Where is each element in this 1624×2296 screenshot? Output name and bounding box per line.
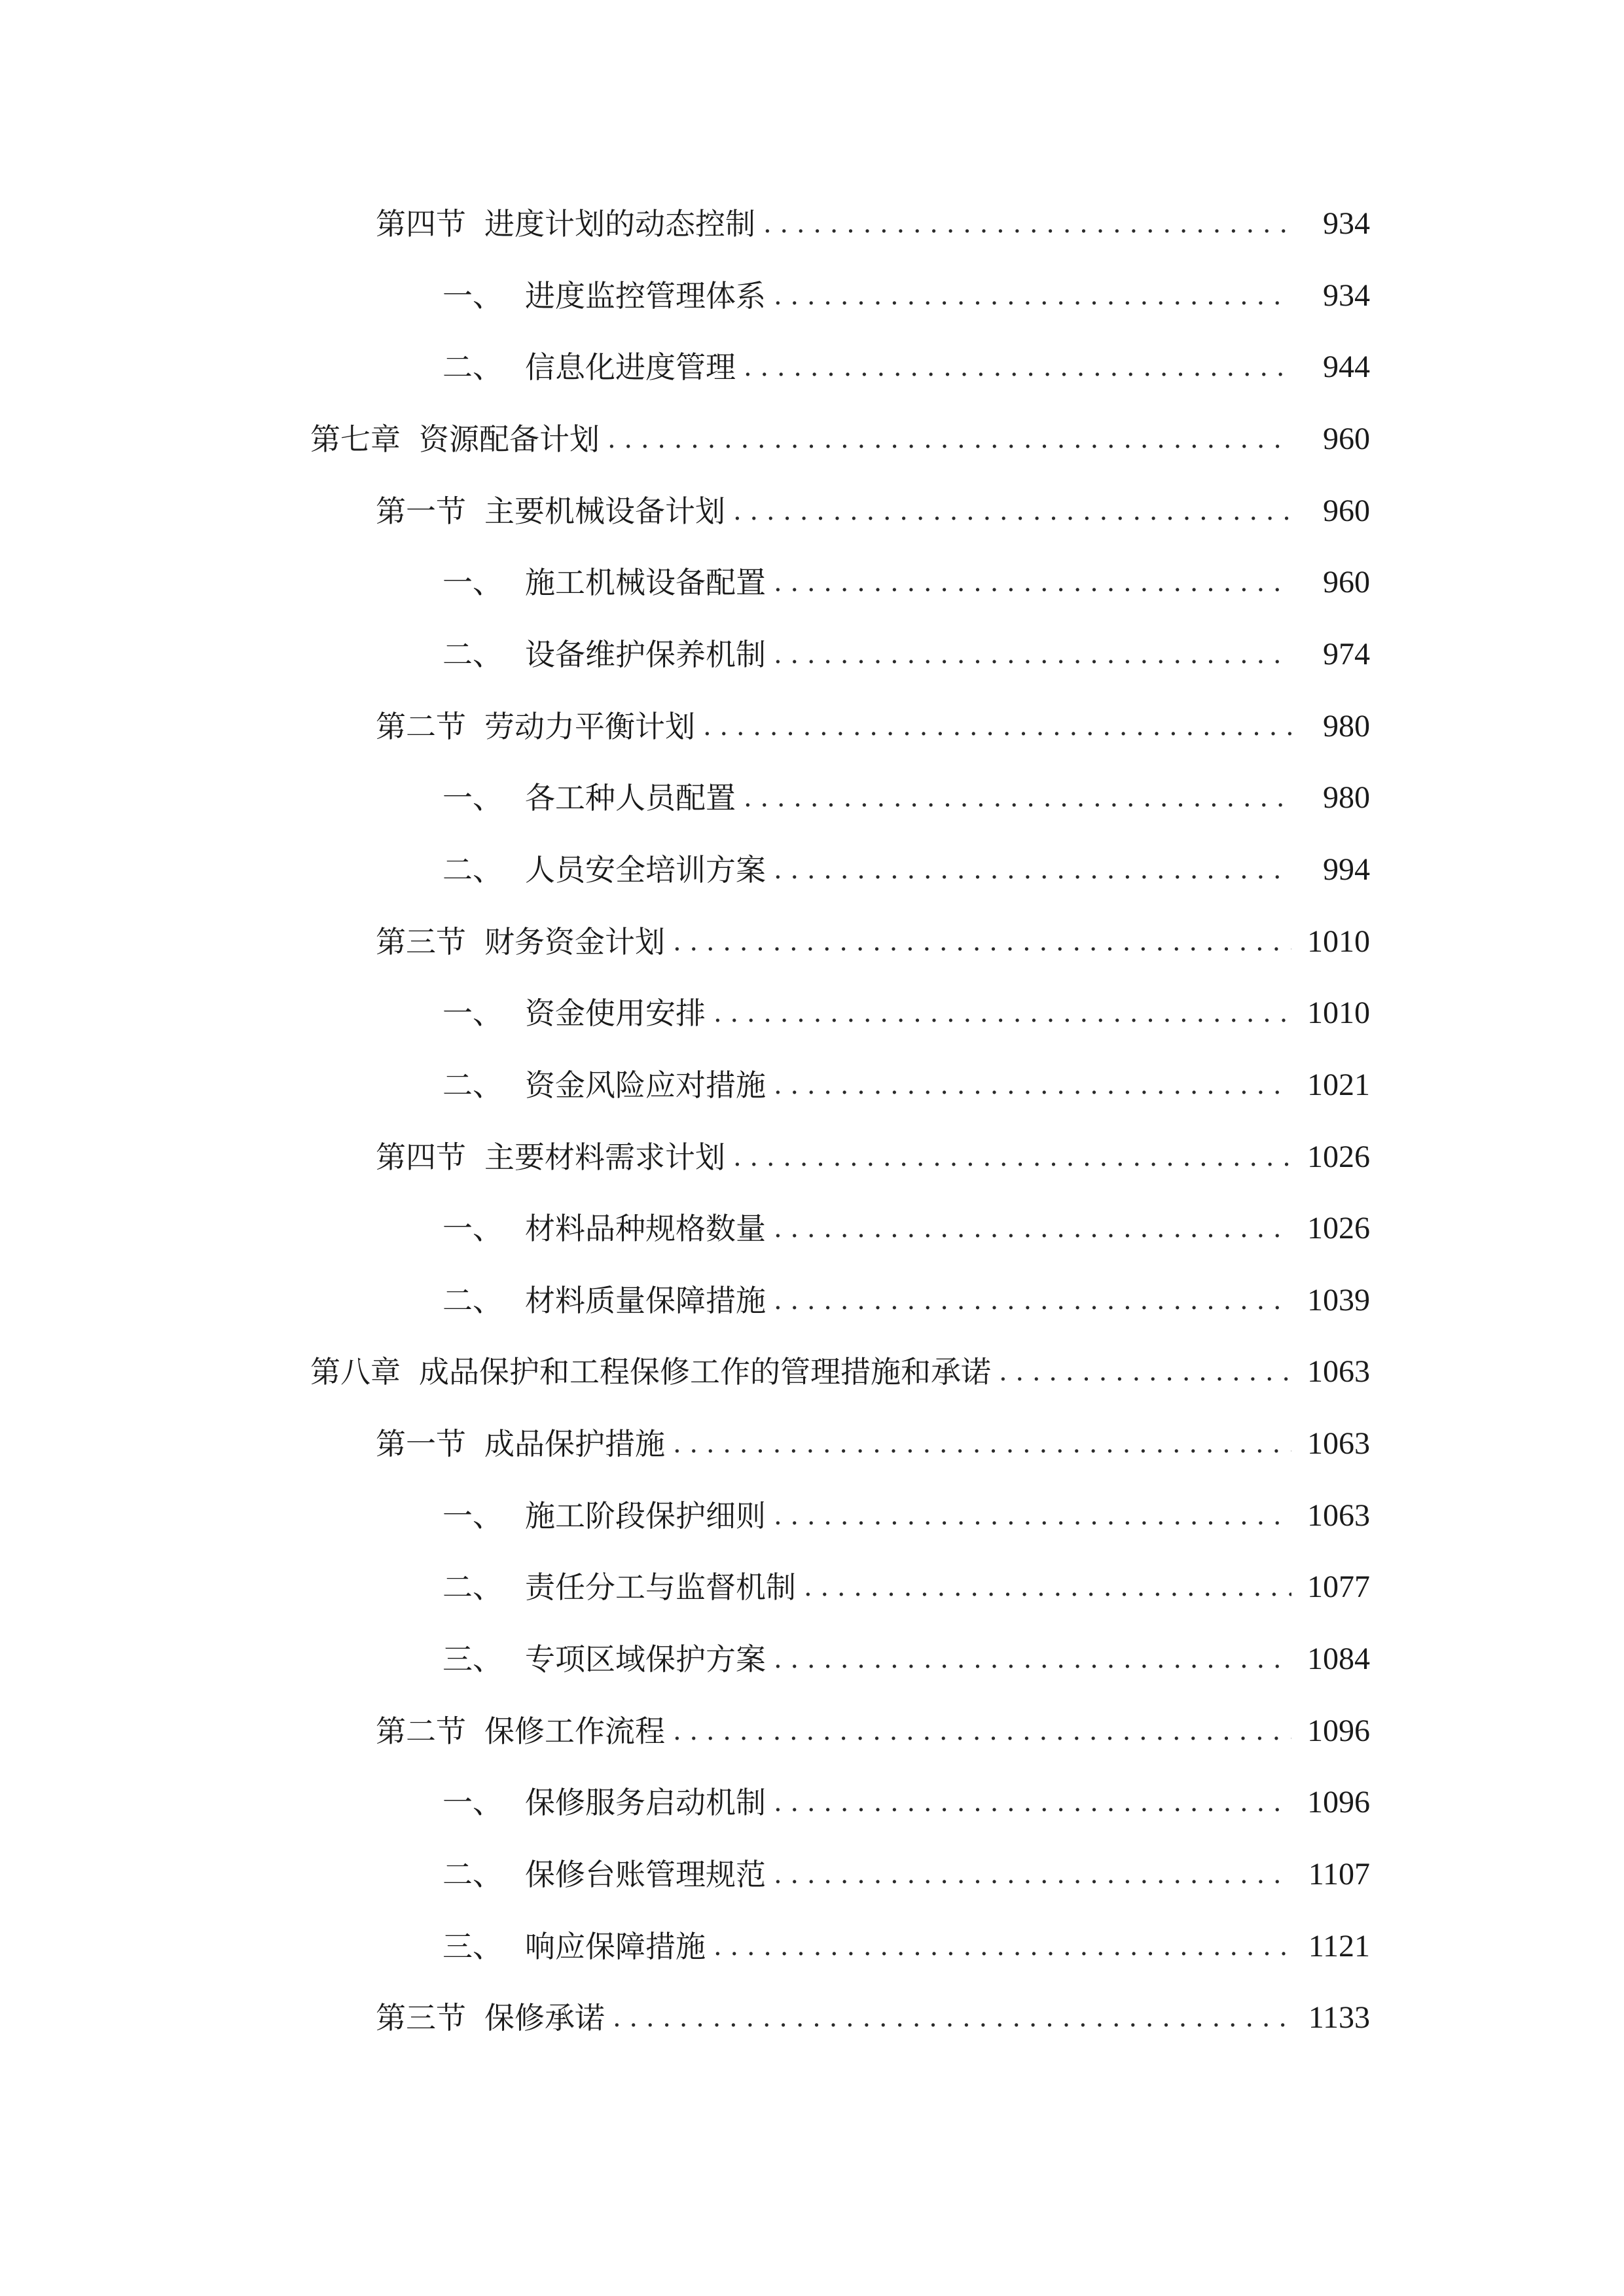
page-number: 1077 [1307,1570,1370,1604]
page-number: 1010 [1307,996,1370,1030]
entry-title: 主要材料需求计划 [484,1139,725,1175]
toc-entry-item[interactable] [442,548,1370,601]
entry-title: 专项区域保护方案 [525,1641,766,1677]
entry-title: 资金风险应对措施 [525,1067,766,1103]
entry-prefix: 第一节 [376,493,466,529]
page-number: 1096 [1307,1785,1370,1820]
entry-label [442,1641,766,1677]
page-number: 994 [1323,852,1370,887]
page-number: 1010 [1307,924,1370,959]
entry-title: 成品保护和工程保修工作的管理措施和承诺 [419,1354,991,1390]
page-number: 1039 [1307,1283,1370,1318]
entry-label [442,780,736,816]
page-number: 1063 [1307,1354,1370,1389]
page-number: 1026 [1307,1211,1370,1246]
entry-label [376,1426,665,1462]
entry-label [442,564,766,601]
entry-prefix: 第七章 [310,422,401,457]
entry-label [442,1282,766,1319]
toc-entry-section[interactable] [376,1410,1370,1462]
toc-entry-item[interactable] [442,262,1370,314]
entry-prefix: 第一节 [376,1426,466,1462]
entry-prefix: 第二节 [376,709,466,744]
entry-title: 材料品种规格数量 [525,1211,766,1246]
entry-label [442,636,766,673]
toc-entry-item[interactable] [442,1912,1370,1965]
entry-title: 进度计划的动态控制 [484,206,755,242]
page-number: 1063 [1307,1426,1370,1461]
entry-title: 资源配备计划 [419,422,600,457]
dot-leader [766,636,1291,673]
entry-prefix: 一、 [442,1211,503,1246]
entry-prefix: 二、 [442,1570,503,1605]
entry-title: 保修承诺 [484,2000,605,2036]
page-number: 1084 [1307,1641,1370,1676]
entry-prefix: 二、 [442,350,503,385]
entry-title: 设备维护保养机制 [525,637,766,672]
entry-title: 保修工作流程 [484,1713,665,1749]
entry-title: 各工种人员配置 [525,780,736,816]
entry-prefix: 一、 [442,1785,503,1820]
toc-entry-chapter[interactable] [310,1338,1370,1390]
entry-prefix: 二、 [442,1283,503,1318]
entry-label [376,493,725,529]
dot-leader [736,349,1291,386]
toc-entry-item[interactable] [442,1625,1370,1677]
entry-label [442,852,766,888]
entry-prefix: 二、 [442,852,503,888]
toc-entry-item[interactable] [442,620,1370,673]
entry-title: 人员安全培训方案 [525,852,766,888]
entry-title: 保修台账管理规范 [525,1857,766,1892]
entry-label [442,1856,766,1893]
dot-leader [766,1641,1291,1677]
page-number: 974 [1323,637,1370,672]
dot-leader [725,1139,1291,1175]
toc-entry-item[interactable] [442,1482,1370,1534]
dot-leader [706,1928,1291,1965]
entry-prefix: 第四节 [376,1139,466,1175]
entry-prefix: 第四节 [376,206,466,242]
dot-leader [605,2000,1291,2036]
page-number: 980 [1323,780,1370,815]
toc-entry-item[interactable] [442,1266,1370,1319]
entry-prefix: 一、 [442,780,503,816]
toc-entry-item[interactable] [442,1051,1370,1103]
toc-entry-section[interactable] [376,692,1370,745]
entry-prefix: 三、 [442,1929,503,1964]
entry-label [310,1354,991,1390]
toc-entry-item[interactable] [442,333,1370,386]
entry-prefix: 一、 [442,278,503,314]
entry-prefix: 二、 [442,1857,503,1892]
page-number: 1021 [1307,1067,1370,1102]
entry-prefix: 一、 [442,1498,503,1534]
toc-entry-section[interactable] [376,477,1370,529]
page-number: 1107 [1308,1857,1370,1892]
dot-leader [766,852,1291,888]
entry-prefix: 第三节 [376,924,466,960]
page-number: 1096 [1307,1713,1370,1748]
entry-title: 进度监控管理体系 [525,278,766,314]
toc-entry-item[interactable] [442,764,1370,816]
dot-leader [695,708,1291,745]
entry-title: 成品保护措施 [484,1426,665,1462]
page-number: 960 [1323,422,1370,456]
page-number: 1026 [1307,1139,1370,1174]
entry-label [442,1784,766,1821]
entry-label [442,1498,766,1534]
entry-prefix: 三、 [442,1641,503,1677]
entry-label [376,1139,725,1175]
page-number: 1121 [1308,1929,1370,1964]
page-number: 1133 [1308,2000,1370,2035]
dot-leader [665,1713,1291,1749]
entry-prefix: 第二节 [376,1713,466,1749]
page-number: 934 [1323,278,1370,313]
dot-leader [766,1210,1291,1247]
entry-title: 主要机械设备计划 [484,493,725,529]
entry-title: 响应保障措施 [525,1929,706,1964]
dot-leader [665,1426,1291,1462]
toc-entry-item[interactable] [442,979,1370,1031]
entry-title: 责任分工与监督机制 [525,1570,796,1605]
entry-label [376,2000,605,2036]
entry-label [442,349,736,386]
dot-leader [766,1067,1291,1103]
page-number: 960 [1323,565,1370,600]
entry-prefix: 第三节 [376,2000,466,2036]
entry-label [442,278,766,314]
toc-entry-item[interactable] [442,1768,1370,1821]
dot-leader [766,1498,1291,1534]
entry-label [442,1210,766,1247]
toc-entry-section[interactable] [376,908,1370,960]
dot-leader [766,278,1291,314]
entry-title: 劳动力平衡计划 [484,709,695,744]
entry-label [442,1067,766,1103]
dot-leader [766,1784,1291,1821]
entry-title: 信息化进度管理 [525,350,736,385]
entry-prefix: 二、 [442,637,503,672]
toc-entry-section[interactable] [376,1123,1370,1175]
entry-label [442,995,706,1031]
entry-prefix: 一、 [442,565,503,600]
toc-entry-item[interactable] [442,836,1370,888]
toc-entry-section[interactable] [376,1697,1370,1749]
dot-leader [796,1569,1291,1605]
entry-label [442,1928,706,1965]
page-number: 960 [1323,493,1370,528]
entry-title: 保修服务启动机制 [525,1785,766,1820]
entry-prefix: 一、 [442,996,503,1031]
page-number: 980 [1323,709,1370,744]
entry-prefix: 第八章 [310,1354,401,1390]
dot-leader [766,564,1291,601]
entry-label [376,1713,665,1749]
entry-label [376,206,755,242]
dot-leader [991,1354,1291,1390]
entry-label [376,708,695,745]
entry-title: 财务资金计划 [484,924,665,960]
page-number: 944 [1323,350,1370,384]
toc-entry-item[interactable] [442,1194,1370,1247]
entry-title: 材料质量保障措施 [525,1283,766,1318]
toc-entry-section[interactable] [376,190,1370,242]
entry-label [442,1569,796,1605]
entry-title: 施工机械设备配置 [525,565,766,600]
dot-leader [766,1282,1291,1319]
entry-title: 资金使用安排 [525,996,706,1031]
page-number: 934 [1323,206,1370,241]
toc-entry-item[interactable] [442,1840,1370,1893]
entry-label [376,924,665,960]
dot-leader [766,1856,1291,1893]
dot-leader [706,995,1291,1031]
entry-label [310,421,600,457]
dot-leader [736,780,1291,816]
entry-prefix: 二、 [442,1067,503,1103]
toc-entry-item[interactable] [442,1553,1370,1605]
dot-leader [755,206,1291,242]
page-number: 1063 [1307,1498,1370,1533]
entry-title: 施工阶段保护细则 [525,1498,766,1534]
dot-leader [600,421,1291,457]
toc-entry-section[interactable] [376,1984,1370,2036]
dot-leader [725,493,1291,529]
toc-entry-chapter[interactable] [310,405,1370,457]
dot-leader [665,924,1291,960]
